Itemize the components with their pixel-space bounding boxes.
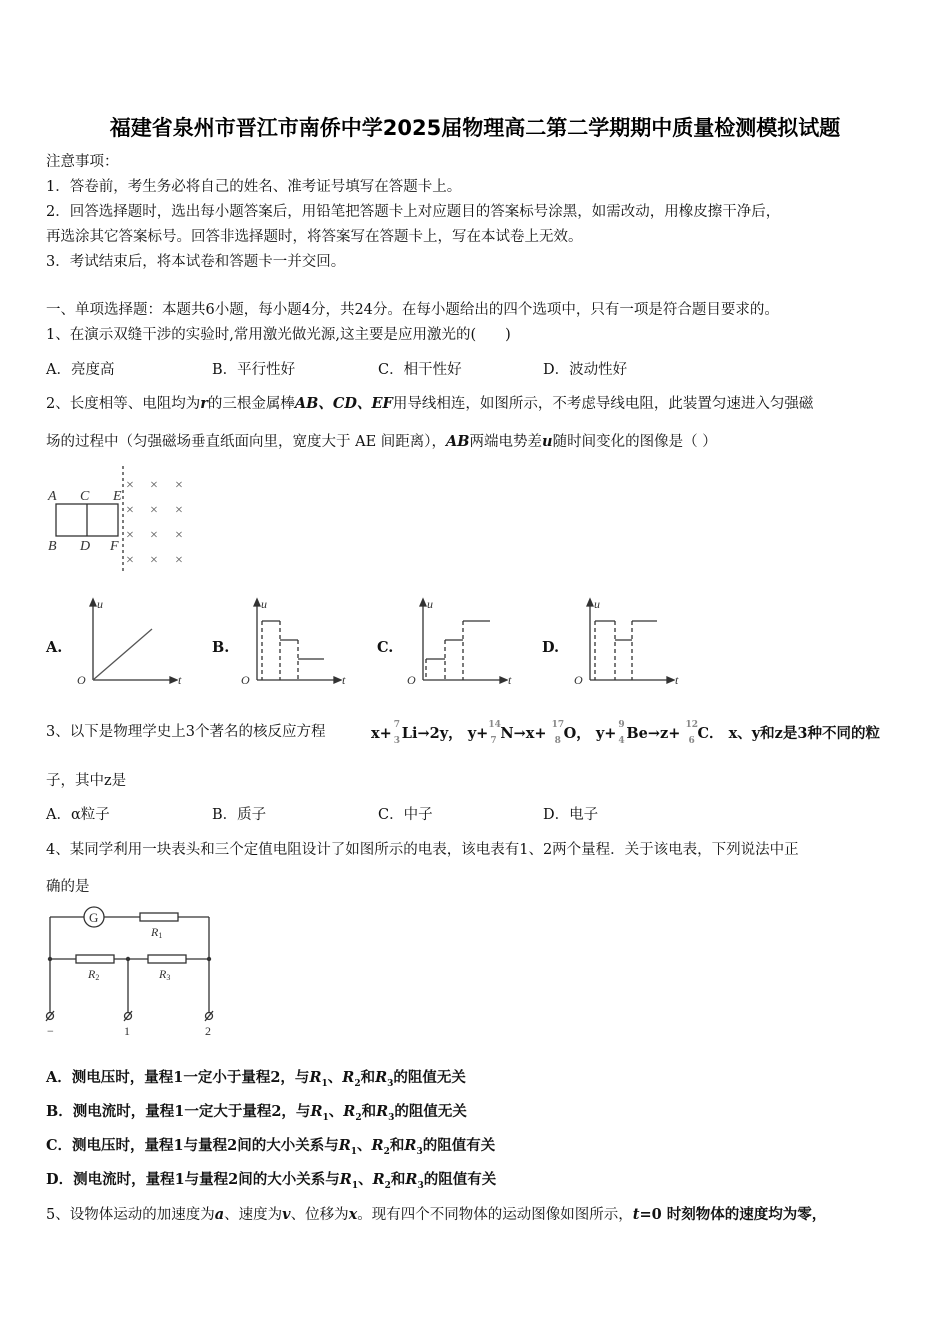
svg-text:×: × <box>150 478 158 493</box>
label-B: B <box>48 539 57 554</box>
q2-circuit-figure <box>40 462 200 577</box>
q5-stem: 5、设物体运动的加速度为a、速度为v、位移为x。现有四个不同物体的运动图像如图所示，t=0 时刻物体的速度均为零， <box>46 1206 827 1223</box>
q4-option-d[interactable]: D．测电流时，量程1与量程2间的大小关系与$R_1$、$R_2$和$R_3$的阻值有关 <box>46 1171 497 1191</box>
notice-heading: 注意事项： <box>46 154 119 170</box>
q1-option-a[interactable]: A．亮度高 <box>46 362 115 378</box>
q3-option-c[interactable]: C．中子 <box>378 807 433 823</box>
q4-option-c[interactable]: C．测电压时，量程1与量程2间的大小关系与$R_1$、$R_2$和$R_3$的阻值有关 <box>46 1137 496 1157</box>
q2-graph-c <box>404 596 516 686</box>
q2-graph-d <box>571 596 683 686</box>
svg-text:×: × <box>175 478 183 493</box>
svg-text:t: t <box>178 673 182 686</box>
q2-stem-line2: 场的过程中（匀强磁场垂直纸面向里，宽度大于 AE 间距离），AB两端电势差u随时间变化的图像是（ ） <box>46 433 717 450</box>
svg-text:×: × <box>175 503 183 518</box>
svg-text:−: − <box>47 1024 54 1037</box>
q3-stem-line2: 子，其中z是 <box>46 773 127 789</box>
magnetic-field-crosses <box>126 478 183 568</box>
q2-graph-a <box>74 596 186 686</box>
svg-text:u: u <box>594 597 600 611</box>
q3-option-b[interactable]: B．质子 <box>212 807 267 823</box>
svg-text:u: u <box>97 597 103 611</box>
svg-text:×: × <box>175 528 183 543</box>
q4-stem-line1: 4、某同学利用一块表头和三个定值电阻设计了如图所示的电表，该电表有1、2两个量程．关于该电表，下列说法中正 <box>46 842 799 858</box>
svg-text:×: × <box>126 528 134 543</box>
galvanometer-label: G <box>89 910 99 925</box>
q2-option-b-label[interactable]: B. <box>212 639 230 656</box>
svg-text:O: O <box>241 673 250 686</box>
svg-text:×: × <box>126 553 134 568</box>
q2-option-d-label[interactable]: D. <box>542 639 560 656</box>
svg-text:R1: R1 <box>151 925 163 940</box>
q2-option-a-label[interactable]: A. <box>46 639 63 656</box>
q4-option-a[interactable]: A．测电压时，量程1一定小于量程2，与$R_1$、$R_2$和$R_3$的阻值无关 <box>46 1069 466 1089</box>
label-A: A <box>48 489 57 504</box>
svg-text:×: × <box>150 503 158 518</box>
q1-stem: 1、在演示双缝干涉的实验时,常用激光做光源,这主要是应用激光的( ) <box>46 327 511 343</box>
label-F: F <box>110 539 119 554</box>
svg-text:t: t <box>675 673 679 686</box>
svg-text:2: 2 <box>205 1024 211 1037</box>
svg-text:×: × <box>175 553 183 568</box>
svg-text:u: u <box>427 597 433 611</box>
notice-item-2: 2．回答选择题时，选出每小题答案后，用铅笔把答题卡上对应题目的答案标号涂黑，如需改动，用橡皮擦干净后， <box>46 204 781 220</box>
page-title: 福建省泉州市晋江市南侨中学2025届物理高二第二学期期中质量检测模拟试题 <box>109 116 841 140</box>
notice-item-3: 3．考试结束后，将本试卷和答题卡一并交回。 <box>46 254 346 270</box>
q2-option-c-label[interactable]: C. <box>377 639 394 656</box>
label-C: C <box>80 489 90 504</box>
svg-text:×: × <box>126 478 134 493</box>
q4-option-b[interactable]: B．测电流时，量程1一定大于量程2，与$R_1$、$R_2$和$R_3$的阻值无关 <box>46 1103 467 1123</box>
svg-text:1: 1 <box>124 1024 130 1037</box>
q2-stem-line1: 2、长度相等、电阻均为r的三根金属棒AB、CD、EF用导线相连，如图所示，不考虑导线电阻，此装置匀速进入匀强磁 <box>46 395 814 412</box>
q4-circuit-figure <box>38 902 228 1037</box>
q4-stem-line2: 确的是 <box>46 879 90 895</box>
svg-text:u: u <box>261 597 267 611</box>
svg-text:t: t <box>508 673 512 686</box>
svg-text:×: × <box>150 553 158 568</box>
svg-text:R3: R3 <box>159 967 171 982</box>
svg-text:O: O <box>77 673 86 686</box>
section-heading: 一、单项选择题：本题共6小题，每小题4分，共24分。在每小题给出的四个选项中，只有一项是符合题目要求的。 <box>46 302 779 318</box>
notice-item-1: 1．答卷前，考生务必将自己的姓名、准考证号填写在答题卡上。 <box>46 179 462 195</box>
q1-option-c[interactable]: C．相干性好 <box>378 362 462 378</box>
q3-nuclear-equations: x+ 7 3 Li→2y， y+ 14 7 N→x+ 17 8 O， y+ 9 4 Be→z+ 12 6 C． x、y和z是3种不同的粒 <box>371 720 880 746</box>
svg-text:×: × <box>150 528 158 543</box>
svg-text:R2: R2 <box>88 967 100 982</box>
q1-option-b[interactable]: B．平行性好 <box>212 362 296 378</box>
notice-item-2-cont: 再选涂其它答案标号。回答非选择题时，将答案写在答题卡上，写在本试卷上无效。 <box>46 229 583 245</box>
svg-text:×: × <box>126 503 134 518</box>
q1-option-d[interactable]: D．波动性好 <box>543 362 628 378</box>
q3-option-a[interactable]: A．α粒子 <box>46 807 110 823</box>
q2-graph-b <box>238 596 350 686</box>
label-D: D <box>80 539 91 554</box>
q3-option-d[interactable]: D．电子 <box>543 807 599 823</box>
svg-text:O: O <box>574 673 583 686</box>
svg-text:t: t <box>342 673 346 686</box>
svg-text:O: O <box>407 673 416 686</box>
label-E: E <box>113 489 122 504</box>
q3-stem-line1: 3、以下是物理学史上3个著名的核反应方程 <box>46 724 326 740</box>
